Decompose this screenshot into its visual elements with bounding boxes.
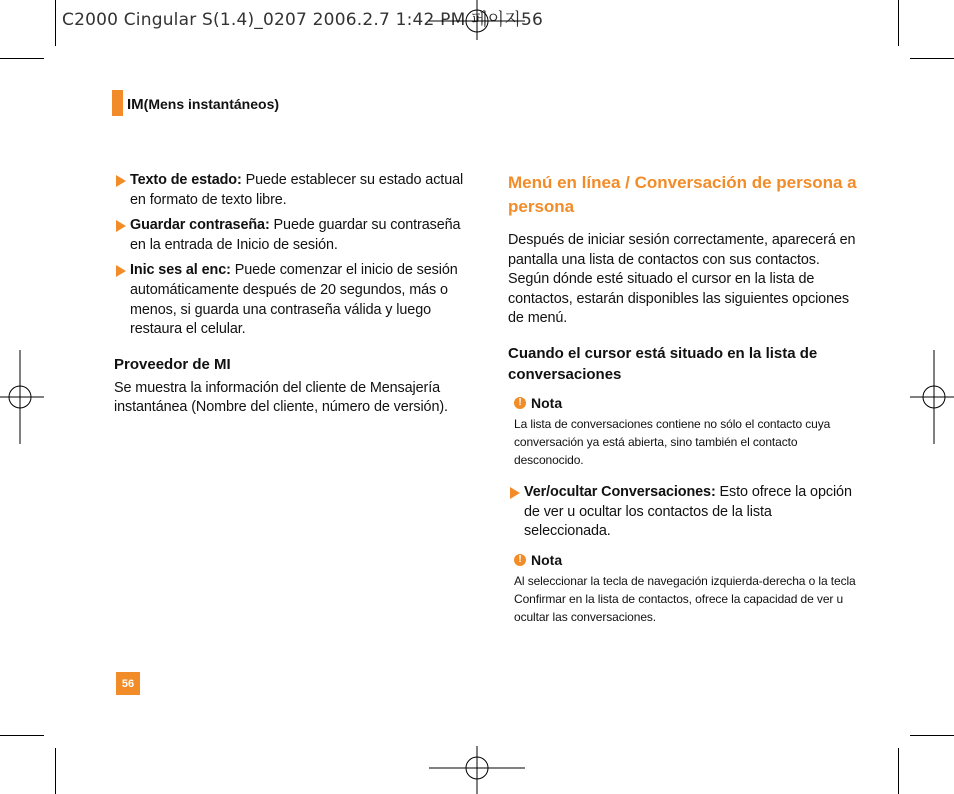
crop-mark [910,58,954,59]
registration-mark-top [429,0,525,40]
bullet-item [114,216,466,255]
crop-mark [0,58,44,59]
print-header: C2000 Cingular S(1.4)_0207 2006.2.7 1:42 PM 페이지56 [62,10,543,30]
bullet-item [508,483,860,542]
exclamation-icon: ! [514,554,526,566]
item-text: Esto ofrece la opción de ver u ocultar los contactos de la lista seleccionada. [524,483,852,540]
registration-mark-right [910,350,954,444]
crop-mark [55,0,56,46]
right-heading: Menú en línea / Conversación de persona a persona [508,173,857,216]
item-text: Puede comenzar el inicio de sesión automáticamente después de 20 segundos, más o menos, si guarda una contraseña válida y luego restaura el celular. [130,262,458,338]
note-heading [514,552,860,568]
note-heading [514,395,860,411]
crop-mark [910,735,954,736]
note-text: La lista de conversaciones contiene no sólo el contacto cuya conversación ya está abierta, sino también el contacto desconocido. [514,416,831,467]
bullet-triangle-icon [116,175,126,187]
bullet-item [114,261,466,339]
page-number: 56 [116,672,140,695]
registration-mark-bottom [429,746,525,794]
item-term: Texto de estado: [130,172,242,188]
bullet-triangle-icon [116,265,126,277]
crop-mark [898,748,899,794]
proveedor-text: Se muestra la información del cliente de Mensajería instantánea (Nombre del cliente, número de versión). [114,379,448,416]
right-subheading: Cuando el cursor está situado en la lista de conversaciones [508,344,818,383]
bullet-item [114,171,466,210]
item-term: Inic ses al enc: [130,262,231,279]
bullet-triangle-icon [510,487,520,499]
right-column [508,171,860,626]
left-column [114,171,466,418]
section-title [127,96,279,113]
bullet-triangle-icon [116,220,126,232]
crop-mark [898,0,899,46]
section-title-bold: IM [127,96,144,113]
proveedor-heading: Proveedor de MI [114,355,231,373]
item-term: Ver/ocultar Conversaciones: [524,483,716,500]
right-intro: Después de iniciar sesión correctamente, aparecerá en pantalla una lista de contactos con sus contactos. Según dónde esté situado el cursor en la lista de contactos, estarán disponibles las siguientes opciones de menú. [508,232,856,327]
crop-mark [0,735,44,736]
note-text: Al seleccionar la tecla de navegación izquierda-derecha o la tecla Confirmar en la lista de contactos, ofrece la capacidad de ver u ocultar las conversaciones. [514,573,856,624]
item-text: Puede establecer su estado actual en formato de texto libre. [130,172,464,208]
note-label: Nota [531,551,563,568]
registration-mark-left [0,350,44,444]
exclamation-icon: ! [514,397,526,409]
section-marker [112,90,123,116]
item-text: Puede guardar su contraseña en la entrada de Inicio de sesión. [130,217,461,253]
crop-mark [55,748,56,794]
item-term: Guardar contraseña: [130,217,270,234]
section-title-rest: (Mens instantáneos) [143,96,280,112]
note-label: Nota [531,394,563,411]
